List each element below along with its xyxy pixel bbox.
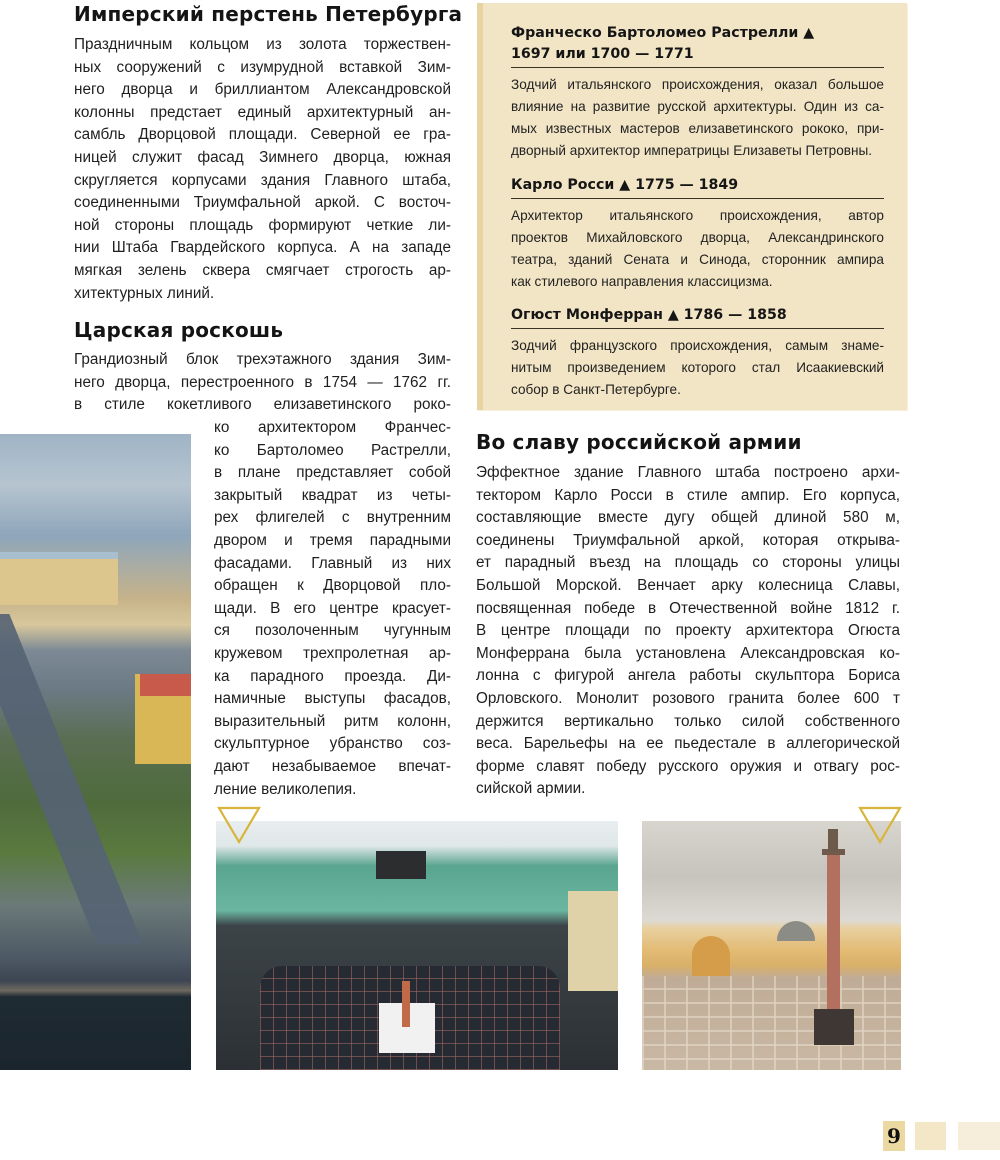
text-line: Зодчий французского происхождения, самым знаме- xyxy=(511,338,884,353)
text-line: ницей служит фасад Зимнего дворца, южная xyxy=(74,148,451,166)
photo-winter-palace-aerial xyxy=(216,821,618,1070)
bio-montferrand xyxy=(511,305,884,401)
page-number: 9 xyxy=(883,1121,905,1151)
text-line: намичные выступы фасадов, xyxy=(214,690,451,708)
text-line: нитым произведением которого стал Исаакиевский xyxy=(511,360,884,375)
text-line: кружевом трехпролетная ар- xyxy=(214,644,451,662)
text-line: фасадами. Главный из них xyxy=(214,554,451,572)
text-line: в стиле кокетливого елизаветинского роко- xyxy=(74,396,451,414)
bio-rossi xyxy=(511,175,884,293)
text-line: хитектурных линий. xyxy=(74,284,215,302)
section-text-army-glory xyxy=(476,462,900,801)
photo-alexander-column xyxy=(642,821,901,1070)
section-title-army-glory: Во славу российской армии xyxy=(476,430,802,454)
text-line: театра, зданий Сената и Синода, сторонник ампира xyxy=(511,252,884,267)
photo-detail-courtyard xyxy=(376,851,426,879)
text-line: как стилевого направления классицизма. xyxy=(511,274,773,289)
text-line: в плане представляет собой xyxy=(214,464,451,482)
photo-detail-building xyxy=(568,891,618,991)
photo-detail-column xyxy=(402,981,410,1027)
text-line: дают незабываемое впечат- xyxy=(214,757,451,775)
section-text-royal-luxury-narrow xyxy=(214,417,451,801)
page-tab-decoration xyxy=(958,1122,1000,1150)
bio-heading: Карло Росси ▲ 1775 — 1849 xyxy=(511,175,884,199)
text-line: проектов Михайловского дворца, Александринского xyxy=(511,230,884,245)
text-line: дворный архитектор императрицы Елизаветы Петровны. xyxy=(511,143,873,158)
bio-text xyxy=(511,74,884,162)
text-line: мягкая зелень сквера смягчает строгость ар- xyxy=(74,261,451,279)
text-line: форме славят победу русского оружия и отвагу рос- xyxy=(476,757,900,775)
text-line: влияние на развитие русской архитектуры. Один из са- xyxy=(511,99,884,114)
text-line: собор в Санкт-Петербурге. xyxy=(511,382,681,397)
text-line: скругляется корпусами здания Главного штаба, xyxy=(74,171,451,189)
text-line: ко Бартоломео Растрелли, xyxy=(214,441,451,459)
text-line: рех флигелей с внутренним xyxy=(214,509,451,527)
text-line: Большой Морской. Венчает арку колесница Славы, xyxy=(476,576,900,594)
page-tab-decoration xyxy=(915,1122,946,1150)
section-text-royal-luxury-full xyxy=(74,349,451,417)
text-line: сийской армии. xyxy=(476,780,586,798)
text-line: скульптурное убранство соз- xyxy=(214,735,451,753)
text-line: ление великолепия. xyxy=(214,780,357,798)
text-line: лонна с фигурой ангела работы скульптора Бориса xyxy=(476,667,900,685)
text-line: ка парадного проезда. Ди- xyxy=(214,667,451,685)
section-title-royal-luxury: Царская роскошь xyxy=(74,318,284,342)
text-line: мых известных мастеров елизаветинского рококо, при- xyxy=(511,121,884,136)
photo-detail-pedestal xyxy=(814,1009,854,1045)
bio-heading xyxy=(511,23,884,68)
text-line: держится вертикально только силой собственного xyxy=(476,712,900,730)
text-line: Монферрана была установлена Александровская ко- xyxy=(476,644,900,662)
text-line: самбль Дворцовой площади. Северной ее гра- xyxy=(74,126,451,144)
photo-detail-building xyxy=(0,559,118,605)
photo-detail-dome xyxy=(777,921,815,941)
text-line: соединены Триумфальной аркой, которая открыва- xyxy=(476,531,900,549)
photo-detail-paving xyxy=(642,976,901,1070)
text-line: Праздничным кольцом из золота торжествен- xyxy=(74,36,451,53)
bio-heading-years: 1697 или 1700 — 1771 xyxy=(511,46,694,62)
section-text-imperial-ring xyxy=(74,34,451,305)
text-line: соединенными Триумфальной аркой. С восточ- xyxy=(74,194,451,212)
text-line: закрытый квадрат из четы- xyxy=(214,486,451,504)
text-line: ной стороны площадь формируют четкие ли- xyxy=(74,216,451,234)
bio-heading: Огюст Монферран ▲ 1786 — 1858 xyxy=(511,305,884,329)
text-line: посвященная победе в Отечественной войне 1812 г. xyxy=(476,599,900,617)
bio-rastrelli xyxy=(511,23,884,162)
text-line: Архитектор итальянского происхождения, автор xyxy=(511,208,884,223)
text-line: В центре площади по проекту архитектора Огюста xyxy=(476,622,900,640)
text-line: тектором Карло Росси в стиле ампир. Его корпуса, xyxy=(476,486,900,504)
photo-detail-arch xyxy=(692,936,730,976)
text-line: него дворца, перестроенного в 1754 — 1762 гг. xyxy=(74,373,451,391)
text-line: ко архитектором Франчес- xyxy=(214,419,451,436)
text-line: Грандиозный блок трехэтажного здания Зим- xyxy=(74,351,451,368)
text-line: колонны предстает единый архитектурный ан- xyxy=(74,103,451,121)
text-line: щади. В его центре красует- xyxy=(214,599,451,617)
architects-sidebar xyxy=(477,3,907,410)
photo-detail-column-shaft xyxy=(827,851,840,1011)
text-line: Орловского. Монолит розового гранита более 600 т xyxy=(476,689,900,707)
text-line: ных сооружений с изумрудной вставкой Зим- xyxy=(74,58,451,76)
text-line: составляющие вместе дугу общей длиной 580 м, xyxy=(476,509,900,527)
text-line: веса. Барельефы на ее пьедестале в аллегорической xyxy=(476,735,900,753)
photo-detail-angel xyxy=(828,829,838,851)
text-line: Зодчий итальянского происхождения, оказал большое xyxy=(511,77,884,92)
photo-aerial-embankment xyxy=(0,434,191,1070)
text-line: ся позолоченным чугунным xyxy=(214,622,451,640)
text-line: Эффектное здание Главного штаба построено архи- xyxy=(476,464,900,481)
bio-heading-name: Франческо Бартоломео Растрелли ▲ xyxy=(511,25,815,41)
text-line: нии Штаба Гвардейского корпуса. А на западе xyxy=(74,239,451,257)
text-line: него дворца и бриллиантом Александровской xyxy=(74,81,451,99)
section-title-imperial-ring: Имперский перстень Петербурга xyxy=(74,2,463,26)
photo-detail-road xyxy=(0,614,143,944)
bio-text xyxy=(511,205,884,293)
photo-detail-red-roof xyxy=(140,674,191,696)
bio-text xyxy=(511,335,884,401)
text-line: ет парадный въезд на площадь со стороны улицы xyxy=(476,554,900,572)
text-line: выразительный ритм колонн, xyxy=(214,712,451,730)
text-line: двором и тремя парадными xyxy=(214,531,451,549)
text-line: обращен к Дворцовой пло- xyxy=(214,577,451,595)
